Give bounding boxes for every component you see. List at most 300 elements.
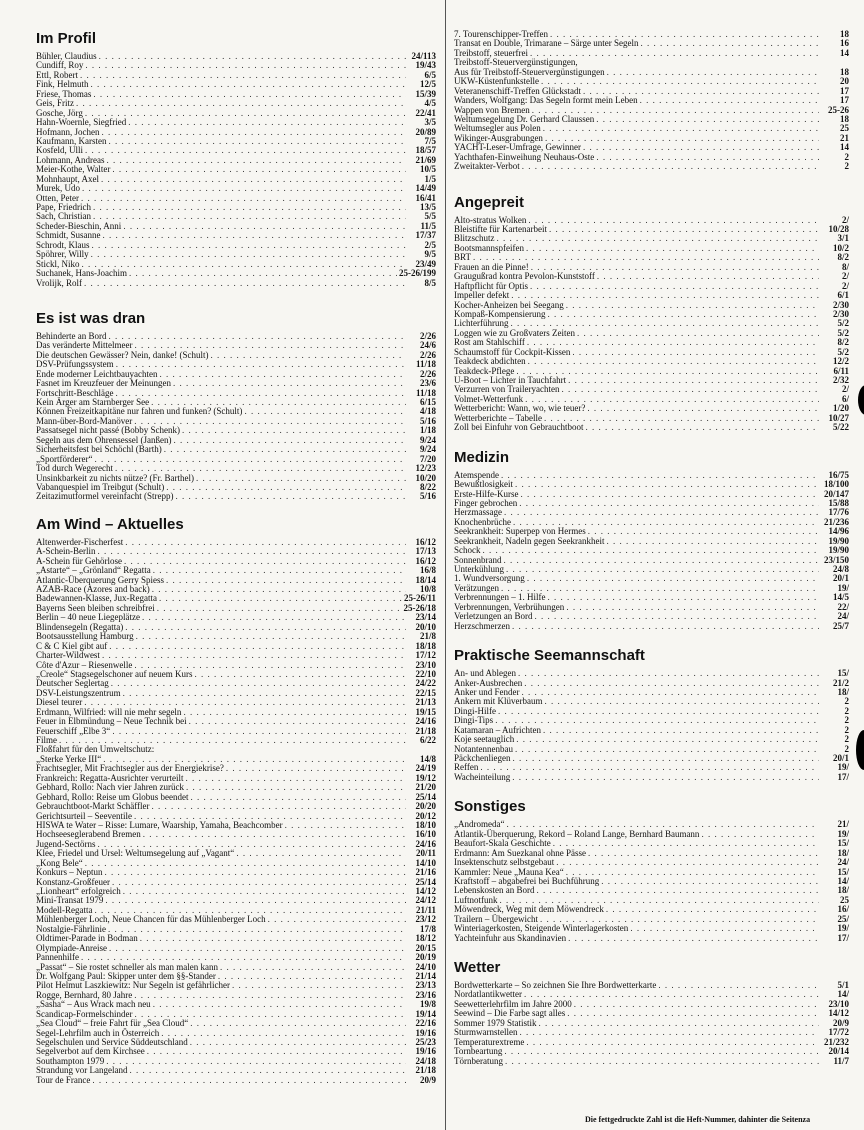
index-entry <box>36 689 436 698</box>
dot-leader <box>101 128 406 137</box>
entry-title: Sach, Christian <box>36 211 91 222</box>
dot-leader <box>93 203 406 212</box>
entry-page: 8/ <box>841 261 849 272</box>
entry-page: 1/20 <box>832 403 849 414</box>
index-entry <box>36 445 436 454</box>
entry-title: YACHT-Leser-Umfrage, Gewinner <box>454 142 581 153</box>
entry-title: Gosche, Jörg <box>36 107 83 118</box>
dot-leader <box>99 52 406 61</box>
entry-title: An- und Ablegen <box>454 668 516 679</box>
entry-page: 16/12 <box>415 555 436 566</box>
dot-leader <box>515 480 819 489</box>
dot-leader <box>515 745 819 754</box>
entry-page: 18/10 <box>415 819 436 830</box>
entry-page: 20/147 <box>823 488 849 499</box>
entry-title: Atlantic-Überquerung Gerry Spiess <box>36 574 164 585</box>
dot-leader <box>91 80 406 89</box>
entry-page: 21/232 <box>823 1036 849 1047</box>
entry-page: 24/6 <box>419 340 436 351</box>
entry-page: 14/ <box>837 875 849 886</box>
entry-page: 24/ <box>837 857 849 868</box>
entry-title: Tod durch Wegerecht <box>36 463 113 474</box>
index-entry <box>454 162 849 171</box>
dot-leader <box>196 474 406 483</box>
entry-title: Mann-über-Bord-Manöver <box>36 415 133 426</box>
entry-page: 7/20 <box>419 453 436 464</box>
entry-title: Verletzungen an Bord <box>454 611 533 622</box>
dot-leader <box>501 471 819 480</box>
entry-title: Sturmwarnstellen <box>454 1027 518 1038</box>
entry-title: Kammler: Neue „Mauna Kea“ <box>454 866 564 877</box>
dot-leader <box>220 963 406 972</box>
entry-page: 24/22 <box>415 678 436 689</box>
entry-page: 2 <box>844 161 849 172</box>
dot-leader <box>566 603 819 612</box>
entry-title: Murek, Udo <box>36 183 80 194</box>
entry-page: 10/20 <box>415 472 436 483</box>
dot-leader <box>512 773 819 782</box>
dot-leader <box>142 613 406 622</box>
entry-page: 11/18 <box>415 359 436 370</box>
entry-title: Deutscher Seglertag <box>36 678 109 689</box>
dot-leader <box>108 332 406 341</box>
dot-leader <box>80 71 406 80</box>
entry-title: Diesel teurer <box>36 697 83 708</box>
entry-title: Jugend-Sectörns <box>36 838 96 849</box>
entry-title: Modell-Regatta <box>36 904 93 915</box>
dot-leader <box>93 212 406 221</box>
index-entry <box>454 282 849 291</box>
entry-page: 23/150 <box>823 554 849 565</box>
entry-title: Verzurren von Traileryachten <box>454 384 560 395</box>
dot-leader <box>152 585 406 594</box>
entry-title: Atlantik-Überquerung, Rekord – Roland Lange, Bernhard Baumann <box>454 828 700 839</box>
dot-leader <box>134 991 406 1000</box>
entry-title: Schmidt, Susanne <box>36 230 101 241</box>
index-entry <box>36 175 436 184</box>
entry-title: Otten, Peter <box>36 192 79 203</box>
dot-leader <box>85 146 406 155</box>
dot-leader <box>112 878 406 887</box>
entry-title: DSV-Prüfungssystem <box>36 359 114 370</box>
entry-page: 25-26/199 <box>399 268 436 279</box>
entry-title: „Sportförderer“ <box>36 453 93 464</box>
entry-page: 24/19 <box>415 763 436 774</box>
dot-leader <box>495 716 819 725</box>
entry-title: Unterkühlung <box>454 564 504 574</box>
entry-title: Bühler, Claudius <box>36 51 97 61</box>
dot-leader <box>544 414 819 423</box>
dot-leader <box>106 156 406 165</box>
entry-page: 20/1 <box>832 753 849 763</box>
entry-title: Dingi-Tips <box>454 715 494 726</box>
entry-title: Lichterführung <box>454 318 509 329</box>
dot-leader <box>232 981 406 990</box>
entry-page: 2/30 <box>832 308 849 319</box>
entry-page: 20/14 <box>828 1046 849 1057</box>
entry-title: Mini-Transat 1979 <box>36 895 104 906</box>
index-entry <box>36 896 436 905</box>
entry-title: Frankreich: Regatta-Ausrichter verurteilt <box>36 772 184 783</box>
dot-leader <box>541 77 819 86</box>
entry-page: 24/ <box>837 611 849 622</box>
dot-leader <box>108 137 406 146</box>
entry-title: Wikinger-Ausgrabungen <box>454 132 543 143</box>
entry-page: 19/ <box>837 923 849 934</box>
dot-leader <box>136 632 406 641</box>
entry-page: 9/5 <box>424 249 436 260</box>
index-entry <box>454 574 849 583</box>
entry-title: Erdmann, Wilfried: will nie mehr segeln <box>36 706 182 717</box>
dot-leader <box>528 216 819 225</box>
entry-page: 2/ <box>841 384 849 395</box>
entry-title: Wetterbericht: Wann, wo, wie teuer? <box>454 403 586 414</box>
entry-page: 9/24 <box>419 444 436 455</box>
entry-title: Friese, Thomas <box>36 88 92 99</box>
entry-title: Fortschritt-Beschläge <box>36 387 114 398</box>
dot-leader <box>111 679 406 688</box>
entry-title: Dr. Wolfgang Paul: Skipper unter dem §§-Stander <box>36 970 216 981</box>
dot-leader <box>545 134 819 143</box>
entry-title: Seewind – Die Farbe sagt alles <box>454 1008 566 1019</box>
dot-leader <box>572 348 819 357</box>
entry-page: 2 <box>844 734 849 745</box>
dot-leader <box>166 576 406 585</box>
entry-title: Die deutschen Gewässer? Nein, danke! (Schult) <box>36 349 209 360</box>
section-title: Am Wind – Aktuelles <box>36 515 184 533</box>
entry-page: 18 <box>840 66 849 77</box>
entry-title: Kocher-Anheizen bei Seegang <box>454 299 564 310</box>
dot-leader <box>568 376 819 385</box>
index-entry <box>454 754 849 763</box>
dot-leader <box>505 1057 819 1066</box>
entry-page: 23/10 <box>828 998 849 1009</box>
entry-title: Pannenhilfe <box>36 952 79 963</box>
entry-title: Erdmann: Am Suezkanal ohne Pässe <box>454 847 586 858</box>
entry-page: 25-26 <box>828 104 849 115</box>
right-column <box>454 30 864 1076</box>
entry-title: Côte d'Azur – Riesenwelle <box>36 659 133 670</box>
dot-leader <box>226 764 406 773</box>
entry-page: 25 <box>840 894 849 905</box>
entry-page: 4/18 <box>419 406 436 417</box>
dot-leader <box>607 68 819 77</box>
dot-leader <box>159 370 406 379</box>
dot-leader <box>109 944 406 953</box>
dot-leader <box>76 99 406 108</box>
entry-page: 19/14 <box>415 1008 436 1019</box>
entry-page: 17 <box>840 95 849 106</box>
dot-leader <box>530 282 819 291</box>
section-title: Wetter <box>454 959 501 976</box>
entry-title: „Sterke Yerke III“ <box>36 753 102 764</box>
entry-page: 21/8 <box>419 631 436 642</box>
entry-page: 2/32 <box>832 375 849 385</box>
entry-page: 21/16 <box>415 867 436 878</box>
entry-title: Passatsegel nicht passé (Bobby Schenk) <box>36 425 180 436</box>
dot-leader <box>112 727 406 736</box>
entry-title: Konkurs – Neptun <box>36 867 103 878</box>
dot-leader <box>189 717 406 726</box>
entry-page: 25/14 <box>415 791 436 802</box>
dot-leader <box>658 981 819 990</box>
entry-title: Kein Ärger am Starnberger See <box>36 397 150 407</box>
entry-title: Frachtsegler, Mit Frachtsegler aus der Energiekrise? <box>36 763 224 774</box>
entry-title: Finger gebrochen <box>454 497 518 508</box>
entry-page: 14/8 <box>419 753 436 764</box>
entry-page: 16 <box>840 38 849 49</box>
entry-page: 2 <box>844 151 849 162</box>
entry-title: „Astarte“ – „Grönland“ Regatta <box>36 565 151 576</box>
entry-title: Verbrennungen, Verbrühungen <box>454 601 565 612</box>
entry-title: Badewannen-Klasse, Jux-Regatta <box>36 593 157 604</box>
entry-title: Gerichtsurteil – Seeventile <box>36 810 132 821</box>
dot-leader <box>84 279 406 288</box>
entry-title: Suchanek, Hans-Joachim <box>36 268 127 279</box>
entry-title: Schrodt, Klaus <box>36 239 90 250</box>
entry-page: 20/9 <box>419 1074 436 1085</box>
entry-title: Trailern – Übergewicht <box>454 913 538 924</box>
entry-title: Gebrauchtboot-Markt Schäffler <box>36 801 150 812</box>
dot-leader <box>606 537 819 546</box>
entry-title: „Passat“ – Sie rostet schneller als man malen kann <box>36 961 218 972</box>
entry-page: 2/30 <box>832 299 849 310</box>
dot-leader <box>506 565 819 574</box>
section-title: Sonstiges <box>454 798 526 816</box>
entry-title: Herzschmerzen <box>454 620 510 631</box>
entry-page: 14/ <box>837 989 849 1000</box>
footer-note: Die fettgedruckte Zahl ist die Heft-Nummer, dahinter die Seitenza <box>585 1115 811 1124</box>
entry-title: Mohnhaupt, Axel <box>36 173 99 184</box>
dot-leader <box>640 39 819 48</box>
index-entry <box>454 537 849 546</box>
entry-page: 14/5 <box>832 592 849 603</box>
dot-leader <box>498 707 819 716</box>
entry-page: 18/18 <box>415 640 436 651</box>
entry-title: C & C Kiel gibt auf <box>36 640 108 651</box>
entry-page: 18 <box>840 29 849 39</box>
entry-page: 18/57 <box>415 145 436 156</box>
entry-title: Fasnet im Kreuzfeuer der Meinungen <box>36 378 171 389</box>
entry-title: Haftpflicht für Optis <box>454 280 528 291</box>
entry-title: Hochseeseglerabend Bremen <box>36 829 141 840</box>
entry-title: Ankern mit Klüverbaum <box>454 696 543 707</box>
entry-title: Knochenbrüche <box>454 516 511 527</box>
dot-leader <box>606 905 819 914</box>
entry-page: 2/ <box>841 280 849 291</box>
entry-page: 19/16 <box>415 1027 436 1038</box>
entry-page: 1/18 <box>419 425 436 436</box>
entry-page: 22/41 <box>415 107 436 118</box>
entry-page: 18/14 <box>415 574 436 585</box>
entry-page: 18/ <box>837 686 849 697</box>
dot-leader <box>553 839 819 848</box>
entry-title: Lohmann, Andreas <box>36 154 105 165</box>
entry-page: 17/8 <box>419 923 436 934</box>
dot-leader <box>534 612 819 621</box>
entry-title: Feuer in Elbmündung – Neue Technik bei <box>36 716 187 727</box>
entry-page: 20/11 <box>415 848 436 859</box>
dot-leader <box>92 241 407 250</box>
entry-page: 25/14 <box>415 876 436 887</box>
entry-title: Floßfahrt für den Umweltschutz: <box>36 744 155 755</box>
dot-leader <box>516 735 819 744</box>
entry-title: Graugußrad kontra Pevolon-Kunststoff <box>454 271 595 282</box>
dot-leader <box>520 490 819 499</box>
dot-leader <box>166 483 406 492</box>
entry-page: 18/ <box>837 885 849 896</box>
entry-page: 21/11 <box>415 904 436 915</box>
entry-title: Temperaturextreme <box>454 1036 525 1047</box>
dot-leader <box>124 557 406 566</box>
entry-title: Volmet-Wetterfunk <box>454 393 524 404</box>
entry-title: Altenwerder-Fischerfest <box>36 536 124 547</box>
entry-title: Loggen wie zu Großvaters Zeiten <box>454 327 575 338</box>
index-entry <box>36 269 436 278</box>
entry-page: 19/43 <box>415 60 436 71</box>
dot-leader <box>85 109 406 118</box>
index-section <box>36 516 436 1085</box>
entry-page: 23/13 <box>415 980 436 991</box>
dot-leader <box>588 849 819 858</box>
index-entry <box>454 471 849 480</box>
entry-title: Pilot Helmut Laszkiewitz: Nur Segeln ist gefährlicher <box>36 980 230 991</box>
entry-page: 2 <box>844 715 849 726</box>
entry-title: Treibstoff-Steuervergünstigungen, <box>454 57 578 68</box>
entry-title: Zoll bei Einfuhr von Gebrauchtboot <box>454 422 584 433</box>
entry-title: Bordwetterkarte – So zeichnen Sie Ihre Bordwetterkarte <box>454 980 657 990</box>
entry-title: Cundiff, Roy <box>36 60 84 71</box>
index-entry <box>36 99 436 108</box>
entry-title: Verätzungen <box>454 582 499 593</box>
entry-title: Kaufmann, Karsten <box>36 135 107 146</box>
dot-leader <box>236 849 406 858</box>
entry-title: Aus für Treibstoff-Steuervergünstigungen <box>454 66 605 77</box>
index-entry <box>36 727 436 736</box>
entry-title: Bewußtlosigkeit <box>454 479 513 490</box>
dot-leader <box>129 1066 406 1075</box>
dot-leader <box>483 546 820 555</box>
entry-title: Unsinkbarkeit zu nichts nütze? (Fr. Barthel) <box>36 472 194 483</box>
entry-page: 24/12 <box>415 895 436 906</box>
entry-page: 22/16 <box>415 1018 436 1029</box>
dot-leader <box>566 301 819 310</box>
index-entry <box>36 61 436 70</box>
entry-title: Fink, Helmuth <box>36 79 89 90</box>
dot-leader <box>596 153 819 162</box>
dot-leader <box>129 269 397 278</box>
index-entry <box>454 612 849 621</box>
entry-title: Segel-Lehrfilm auch in Österreich <box>36 1027 160 1038</box>
entry-page: 20/1 <box>832 573 849 584</box>
entry-page: 12/2 <box>832 356 849 367</box>
section-title: Es ist was dran <box>36 309 146 327</box>
entry-title: Frauen an die Pinne! <box>454 261 529 272</box>
entry-page: 25-26/18 <box>403 602 436 613</box>
entry-page: 2 <box>844 724 849 735</box>
dot-leader <box>480 763 819 772</box>
dot-leader <box>536 886 819 895</box>
dot-leader <box>190 1019 406 1028</box>
entry-title: Kosfeld, Ulli <box>36 145 83 156</box>
entry-page: 24/16 <box>415 838 436 849</box>
dot-leader <box>123 689 406 698</box>
entry-title: Pape, Friedrich <box>36 202 91 212</box>
dot-leader <box>588 527 819 536</box>
entry-title: Bayerns Seen bleiben schreibfrei <box>36 602 155 613</box>
dot-leader <box>574 1000 819 1009</box>
entry-page: 2 <box>844 696 849 707</box>
section-title: Medizin <box>454 448 509 466</box>
index-entry <box>36 830 436 839</box>
index-entry <box>36 944 436 953</box>
entry-page: 5/5 <box>424 211 436 222</box>
entry-page: 5/2 <box>837 346 849 357</box>
entry-title: Seewetterlehrfilm im Jahre 2000 <box>454 998 572 1009</box>
dot-leader <box>105 896 406 905</box>
entry-page: 17 <box>840 85 849 96</box>
dot-leader <box>501 584 819 593</box>
dot-leader <box>504 1047 819 1056</box>
dot-leader <box>543 124 819 133</box>
entry-title: 7. Tourenschipper-Treffen <box>454 29 549 39</box>
entry-page: 10/5 <box>419 164 436 175</box>
entry-title: Schaumstoff für Cockpit-Kissen <box>454 346 571 357</box>
entry-page: 21/2 <box>832 677 849 688</box>
entry-page: 21/18 <box>415 1065 436 1076</box>
index-section <box>454 194 864 433</box>
entry-title: Feuerschiff „Elbe 3“ <box>36 725 111 736</box>
dot-leader <box>143 830 406 839</box>
entry-title: Impeller defekt <box>454 290 510 301</box>
entry-title: Tour de France <box>36 1074 91 1085</box>
index-entry <box>36 250 436 259</box>
entry-title: Konstanz-Großfeuer <box>36 876 110 887</box>
entry-title: Bootsmannspfeifen <box>454 242 524 253</box>
index-entry <box>454 697 849 706</box>
entry-page: 18/ <box>837 847 849 858</box>
entry-page: 14 <box>840 142 849 153</box>
dot-leader <box>504 508 819 517</box>
entry-page: 5/16 <box>419 491 436 502</box>
dot-leader <box>528 357 819 366</box>
index-entry <box>454 546 849 555</box>
index-section <box>36 310 436 502</box>
entry-title: Olympiade-Anreise <box>36 942 107 953</box>
index-entry <box>454 745 849 754</box>
entry-page: 15/ <box>837 668 849 679</box>
dot-leader <box>504 556 820 565</box>
index-section <box>36 30 436 288</box>
entry-title: Sommer 1979 Statistik <box>454 1017 537 1028</box>
index-entry <box>454 622 849 631</box>
dot-leader <box>116 360 406 369</box>
entry-title: Seekrankheit: Superpep von Hermes <box>454 526 586 537</box>
dot-leader <box>101 175 406 184</box>
entry-title: Rogge, Bernhard, 80 Jahre <box>36 989 133 1000</box>
entry-page: 24/8 <box>832 564 849 574</box>
entry-page: 22/10 <box>415 668 436 679</box>
dot-leader <box>512 622 819 631</box>
entry-title: „Lionheart“ erfolgreich <box>36 886 121 896</box>
dot-leader <box>543 726 819 735</box>
entry-page: 9/24 <box>419 434 436 445</box>
index-entry <box>36 231 436 240</box>
entry-page: 17/76 <box>828 507 849 518</box>
entry-title: „Andromeda“ <box>454 819 505 830</box>
dot-leader <box>85 61 406 70</box>
dot-leader <box>91 250 406 259</box>
